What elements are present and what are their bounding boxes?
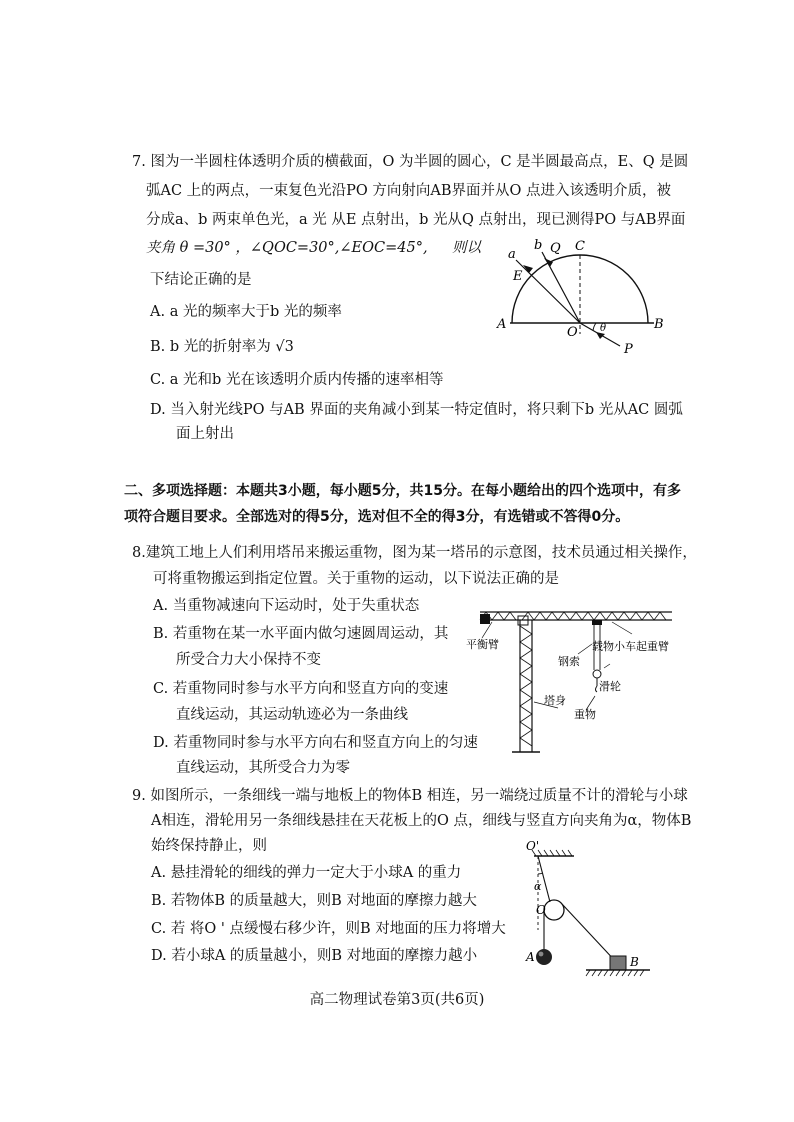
q8-option-b-cont: 所受合力大小保持不变 (176, 652, 321, 668)
tower-lattice (520, 626, 532, 746)
q8-option-d: D. 若重物同时参与水平方向右和竖直方向上的匀速 (153, 735, 478, 751)
pointer-counter-arm (482, 622, 492, 638)
q8-option-c: C. 若重物同时参与水平方向和竖直方向的变速 (153, 681, 449, 697)
section2-line-1: 二、多项选择题：本题共3小题，每小题5分，共15分。在每小题给出的四个选项中，有多 (124, 483, 681, 499)
label-e: E (513, 269, 523, 284)
label-cable: 钢索 (558, 655, 580, 668)
floor-hatch (586, 970, 644, 976)
label-b: B (630, 955, 639, 969)
q9-option-d: D. 若小球A 的质量越小，则B 对地面的摩擦力越小 (151, 948, 478, 964)
pointer-cable (578, 644, 592, 654)
label-p: P (624, 342, 633, 357)
label-tower: 塔身 (544, 694, 566, 707)
label-load: 重物 (574, 708, 596, 721)
label-o: O (536, 903, 546, 917)
label-counter-arm: 平衡臂 (466, 638, 499, 651)
string-to-b (562, 904, 618, 964)
q9-option-c: C. 若 将O ' 点缓慢右移少许，则B 对地面的压力将增大 (151, 921, 506, 937)
label-a: A (526, 950, 535, 964)
q8-stem-line-1: 8.建筑工地上人们利用塔吊来搬运重物，图为某一塔吊的示意图，技术员通过相关操作， (132, 545, 697, 561)
q7-stem-line-2: 弧AC 上的两点，一束复色光沿PO 方向射向AB界面并从O 点进入该透明介质，被 (146, 183, 672, 199)
q7-option-d: D. 当入射光线PO 与AB 界面的夹角减小到某一特定值时，将只剩下b 光从AC 圆弧 (150, 402, 683, 418)
q7-option-c: C. a 光和b 光在该透明介质内传播的速率相等 (150, 372, 444, 388)
q7-semicircle-figure (492, 238, 672, 360)
theta-arc (593, 323, 596, 331)
label-theta: θ (600, 323, 607, 334)
pointer-pulley (604, 664, 610, 668)
q7-lead: 下结论正确的是 (150, 272, 252, 288)
ball-a (536, 949, 552, 965)
q9-pulley-figure (522, 838, 662, 980)
label-alpha: α (534, 880, 542, 893)
ball-a-highlight (539, 952, 544, 957)
trolley (592, 620, 602, 625)
pointer-trolley (612, 622, 632, 634)
label-c: C (575, 239, 585, 254)
page-footer: 高二物理试卷第3页(共6页) (309, 992, 485, 1008)
label-b-point: B (654, 317, 664, 332)
label-a: a (508, 247, 516, 262)
ray-a (516, 260, 580, 323)
label-q: Q (550, 241, 561, 256)
q8-option-c-cont: 直线运动，其运动轨迹必为一条曲线 (176, 707, 408, 723)
hook (596, 686, 598, 692)
q9-option-b: B. 若物体B 的质量越大，则B 对地面的摩擦力越大 (151, 893, 477, 909)
q7-option-a: A. a 光的频率大于b 光的频率 (150, 304, 342, 320)
label-pulley: 滑轮 (599, 680, 621, 693)
jib-lattice (522, 612, 666, 620)
suspension-string (538, 856, 550, 902)
q8-crane-figure (462, 606, 676, 756)
q9-stem-line-2: A相连，滑轮用另一条细线悬挂在天花板上的O 点，细线与竖直方向夹角为α，物体B (151, 813, 692, 829)
q7-angle-tail: 则以 (452, 240, 481, 256)
q8-option-d-cont: 直线运动，其所受合力为零 (176, 760, 350, 776)
pulley (544, 900, 564, 920)
label-o: O (567, 325, 578, 340)
counterweight (480, 614, 490, 624)
section2-line-2: 项符合题目要求。全部选对的得5分，选对但不全的得3分，有选错或不答得0分。 (124, 509, 630, 525)
q8-option-b: B. 若重物在某一水平面内做匀速圆周运动，其 (153, 626, 449, 642)
q8-stem-line-2: 可将重物搬运到指定位置。关于重物的运动，以下说法正确的是 (153, 571, 559, 587)
label-b: b (534, 238, 543, 253)
q7-stem-line-3: 分成a、b 两束单色光，a 光 从E 点射出，b 光从Q 点射出，现已测得PO 与AB界面 (146, 212, 686, 228)
label-trolley: 载物小车起重臂 (592, 640, 669, 653)
q7-angle-line: 夹角 θ =30° ，∠QOC=30°,∠EOC=45°, (146, 240, 428, 256)
q9-option-a: A. 悬挂滑轮的细线的弹力一定大于小球A 的重力 (151, 865, 462, 881)
ray-b-arrow (544, 258, 553, 267)
q7-option-d-cont: 面上射出 (176, 426, 234, 442)
q9-stem-line-3: 始终保持静止，则 (151, 838, 267, 854)
q8-option-a: A. 当重物减速向下运动时，处于失重状态 (153, 598, 420, 614)
q7-option-b: B. b 光的折射率为 √3 (150, 339, 294, 355)
pulley-hook (593, 670, 601, 678)
q7-stem-line-1: 7. 图为一半圆柱体透明介质的横截面，O 为半圆的圆心，C 是半圆最高点，E、Q 是圆 (132, 154, 689, 170)
block-b (610, 956, 626, 970)
label-o-prime: O' (526, 839, 540, 853)
q9-stem-line-1: 9. 如图所示，一条细线一端与地板上的物体B 相连，另一端绕过质量不计的滑轮与小球 (132, 788, 688, 804)
label-a-point: A (497, 317, 507, 332)
